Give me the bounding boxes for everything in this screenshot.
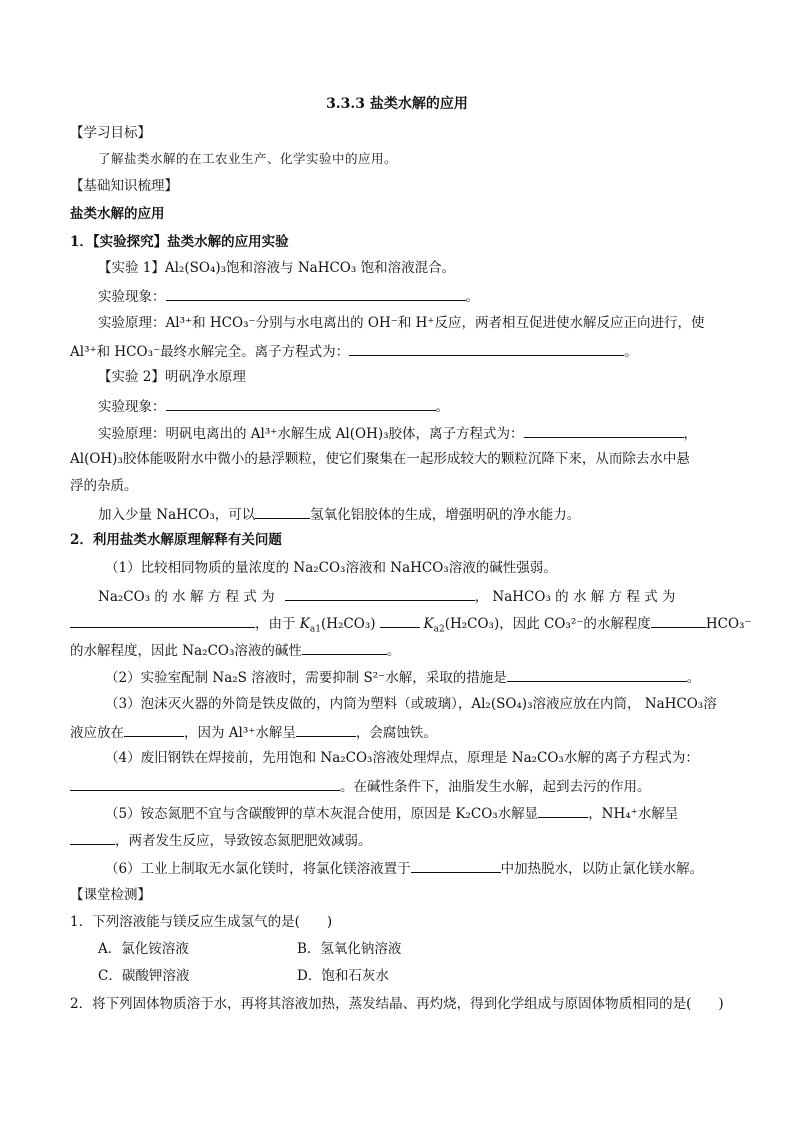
q2-b: 。 <box>686 670 701 686</box>
q4-equation-blank[interactable] <box>70 776 340 791</box>
q5-a2: ，NH₄⁺水解呈 <box>588 806 679 822</box>
heading-2: 2．利用盐类水解原理解释有关问题 <box>70 532 282 548</box>
exp1-phenomenon <box>98 286 479 306</box>
q1-b2: ， NaHCO₃ 的 水 解 方 程 式 为 <box>474 589 676 605</box>
period: 。 <box>624 344 638 360</box>
mc2-stem: 2．将下列固体物质溶于水，再将其溶液加热，蒸发结晶、再灼烧，得到化学组成与原固体物质相同的是( ) <box>70 996 724 1012</box>
q1-c1: ，由于 <box>255 616 300 632</box>
q6-a: （6）工业上制取无水氯化镁时，将氯化镁溶液置于 <box>105 861 411 877</box>
q3-nature-blank[interactable] <box>296 722 356 737</box>
exp1-principle-b-text: Al³⁺和 HCO₃⁻最终水解完全。离子方程式为： <box>70 344 350 360</box>
exp2-phenomenon-blank[interactable] <box>166 396 436 411</box>
ka1-symbol: K <box>299 616 310 632</box>
mc1-option-c[interactable]: C．碳酸钾溶液 <box>98 968 190 984</box>
q3-b1: 液应放在 <box>70 725 124 741</box>
q1-degree-blank[interactable] <box>651 613 706 628</box>
q2 <box>105 667 700 687</box>
exp2-add-blank[interactable] <box>255 504 310 519</box>
q1-d <box>70 640 400 660</box>
ka2-symbol: K <box>423 616 434 632</box>
q5-b-text: ，两者发生反应，导致铵态氮肥肥效减弱。 <box>115 833 372 849</box>
q6-blank[interactable] <box>411 858 501 873</box>
q3-a: （3）泡沫灭火器的外筒是铁皮做的，内筒为塑料（或玻璃），Al₂(SO₄)₃溶液应放在内筒， NaHCO₃溶 <box>105 696 717 712</box>
q4-a: （4）废旧钢铁在焊接前，先用饱和 Na₂CO₃溶液处理焊点，原理是 Na₂CO₃水解的离子方程式为： <box>105 750 699 766</box>
q1-nahco3-equation-blank[interactable] <box>70 613 255 628</box>
exp2-principle-c: 浮的杂质。 <box>70 478 138 494</box>
comma: ， <box>683 426 698 442</box>
q2-blank[interactable] <box>507 667 687 682</box>
exp1-phenomenon-blank[interactable] <box>166 286 466 301</box>
exp2-principle-b: Al(OH)₃胶体能吸附水中微小的悬浮颗粒，使它们聚集在一起形成较大的颗粒沉降下来，从而除去水中悬 <box>70 451 690 467</box>
q1-d2: 。 <box>386 643 401 659</box>
exp2-principle-a <box>98 423 697 443</box>
exp2-phenomenon <box>98 396 449 416</box>
mc1-stem: 1．下列溶液能与镁反应生成氢气的是( ) <box>70 914 333 930</box>
q4-b <box>70 776 651 796</box>
ka1-tail: (H₂CO₃) <box>320 616 376 632</box>
exp2-principle-a-text: 实验原理：明矾电离出的 Al³⁺水解生成 Al(OH)₃胶体，离子方程式为： <box>98 426 524 442</box>
exp1-desc-tail: 饱和溶液与 NaHCO₃ 饱和溶液混合。 <box>226 260 456 276</box>
q6 <box>105 858 703 878</box>
goal-text: 了解盐类水解的在工农业生产、化学实验中的应用。 <box>98 151 398 166</box>
period: 。 <box>465 289 479 305</box>
exp2-equation-blank[interactable] <box>524 423 684 438</box>
exp1-desc <box>98 259 455 277</box>
topic-heading: 盐类水解的应用 <box>70 206 165 222</box>
exp1-label: 【实验 1】 <box>98 260 165 276</box>
q3-b3: ，会腐蚀铁。 <box>355 725 437 741</box>
q1-alkalinity-blank[interactable] <box>302 640 387 655</box>
q3-b2: ，因为 Al³⁺水解呈 <box>184 725 296 741</box>
exp2-phenomenon-label: 实验现象： <box>98 399 166 415</box>
ka2-sub: a2 <box>433 624 445 635</box>
exp1-principle-a: 实验原理：Al³⁺和 HCO₃⁻分别与水电离出的 OH⁻和 H⁺反应，两者相互促进使水解反应正向进行，使 <box>98 315 705 331</box>
exp1-phenomenon-label: 实验现象： <box>98 289 166 305</box>
exp1-principle-b <box>70 341 638 361</box>
q3-b <box>70 722 437 742</box>
exp1-equation-blank[interactable] <box>349 341 624 356</box>
q1-na2co3-equation-blank[interactable] <box>285 586 475 601</box>
q5-a <box>105 803 678 823</box>
section-class-check: 【课堂检测】 <box>70 887 151 903</box>
q5-nh4-blank[interactable] <box>70 830 115 845</box>
q1-a: （1）比较相同物质的量浓度的 Na₂CO₃溶液和 NaHCO₃溶液的碱性强弱。 <box>105 560 557 576</box>
period: 。 <box>435 399 449 415</box>
q1-b <box>98 586 675 606</box>
mc1-option-b[interactable]: B．氢氧化钠溶液 <box>297 941 402 957</box>
exp2-add <box>98 504 580 524</box>
q1-compare-blank[interactable] <box>380 613 420 628</box>
q1-c <box>70 613 752 633</box>
q4-b-text: 。在碱性条件下，油脂发生水解，起到去污的作用。 <box>340 779 651 795</box>
q5-b <box>70 830 372 850</box>
exp2-add-b: 氢氧化铝胶体的生成，增强明矾的净水能力。 <box>310 507 581 523</box>
q5-a1: （5）铵态氮肥不宜与含碳酸钾的草木灰混合使用，原因是 K₂CO₃水解显 <box>105 806 539 822</box>
section-learning-goal: 【学习目标】 <box>70 125 151 141</box>
mc1-option-d[interactable]: D．饱和石灰水 <box>297 968 389 984</box>
ka1-sub: a1 <box>309 624 321 635</box>
section-basic-knowledge: 【基础知识梳理】 <box>70 178 178 194</box>
q3-place-blank[interactable] <box>124 722 184 737</box>
mc1-option-a[interactable]: A．氯化铵溶液 <box>98 941 189 957</box>
q1-b1: Na₂CO₃ 的 水 解 方 程 式 为 <box>98 589 275 605</box>
q5-k2co3-blank[interactable] <box>538 803 588 818</box>
ka2-tail: (H₂CO₃)，因此 CO₃²⁻的水解程度 <box>444 616 651 632</box>
heading-1: 1．【实验探究】盐类水解的应用实验 <box>70 234 289 250</box>
q2-a: （2）实验室配制 Na₂S 溶液时，需要抑制 S²⁻水解，采取的措施是 <box>105 670 507 686</box>
q6-b: 中加热脱水，以防止氯化镁水解。 <box>500 861 704 877</box>
page-title: 3.3.3 盐类水解的应用 <box>326 96 468 112</box>
q1-c-tail: HCO₃⁻ <box>705 616 752 632</box>
formula-al2so43: Al₂(SO₄)₃ <box>164 260 227 276</box>
exp2-add-a: 加入少量 NaHCO₃，可以 <box>98 507 256 523</box>
exp2-label: 【实验 2】明矾净水原理 <box>98 369 246 385</box>
q1-d1: 的水解程度，因此 Na₂CO₃溶液的碱性 <box>70 643 302 659</box>
